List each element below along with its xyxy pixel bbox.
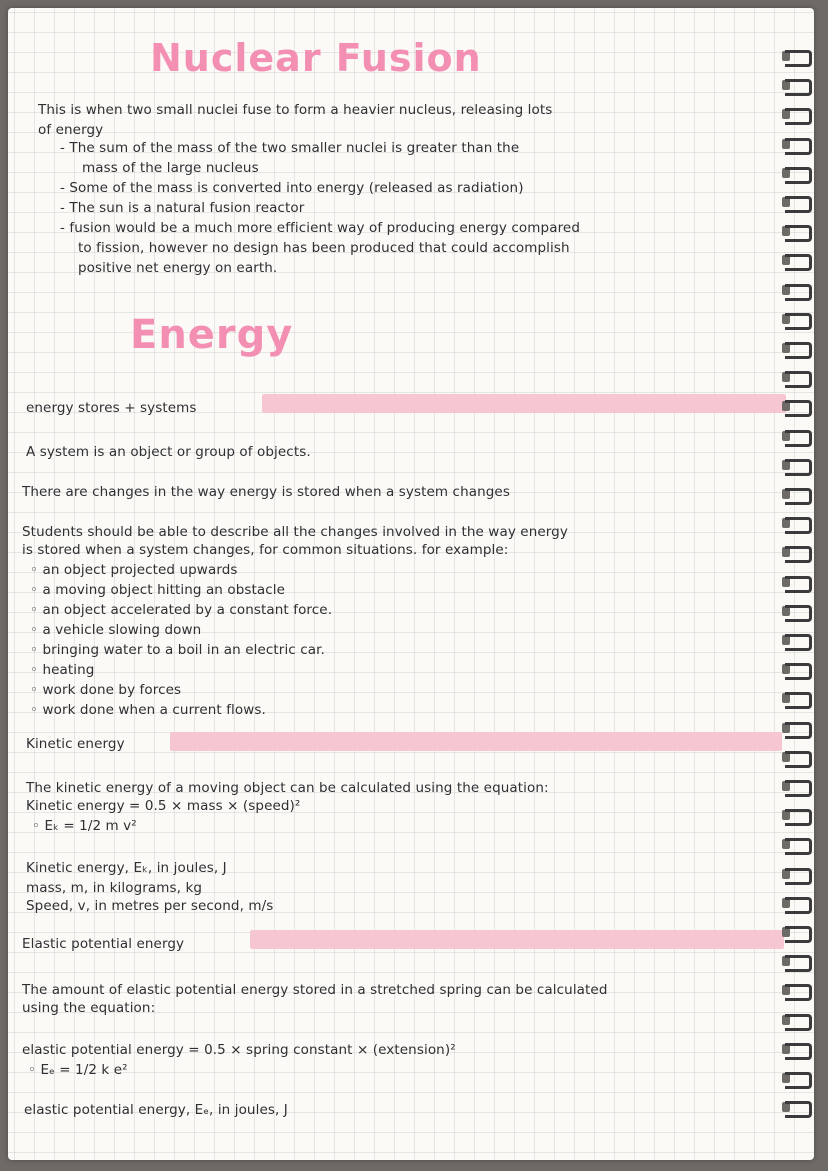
spiral-ring — [782, 1041, 812, 1057]
fusion-intro-line-2: of energy — [38, 122, 104, 138]
fusion-point-4: - fusion would be a much more efficient way of producing energy compared — [60, 220, 581, 236]
students-line-1: Students should be able to describe all the changes involved in the way energy — [22, 524, 568, 540]
students-line-2: is stored when a system changes, for common situations. for example: — [22, 542, 509, 558]
example-6: ◦ heating — [30, 662, 95, 678]
fusion-point-2: - Some of the mass is converted into energy (released as radiation) — [60, 180, 524, 196]
notebook-page — [8, 8, 814, 1160]
spiral-ring — [782, 1099, 812, 1115]
spiral-ring — [782, 807, 812, 823]
fusion-intro-line-1: This is when two small nuclei fuse to form a heavier nucleus, releasing lots — [38, 102, 553, 118]
elastic-line-1: The amount of elastic potential energy stored in a stretched spring can be calculated — [22, 982, 608, 998]
spiral-ring — [782, 661, 812, 677]
elastic-heading: Elastic potential energy — [22, 936, 185, 952]
spiral-ring — [782, 720, 812, 736]
spiral-ring — [782, 866, 812, 882]
kinetic-units-1: Kinetic energy, Eₖ, in joules, J — [26, 860, 227, 876]
spiral-ring — [782, 632, 812, 648]
example-4: ◦ a vehicle slowing down — [30, 622, 202, 638]
spiral-ring — [782, 486, 812, 502]
spiral-ring — [782, 953, 812, 969]
example-5: ◦ bringing water to a boil in an electric car. — [30, 642, 325, 658]
elastic-units-1: elastic potential energy, Eₑ, in joules, J — [24, 1102, 288, 1118]
elastic-line-2: using the equation: — [22, 1000, 156, 1016]
elastic-highlight — [250, 930, 784, 949]
example-3: ◦ an object accelerated by a constant force. — [30, 602, 333, 618]
fusion-point-3: - The sun is a natural fusion reactor — [60, 200, 305, 216]
example-8: ◦ work done when a current flows. — [30, 702, 266, 718]
spiral-ring — [782, 398, 812, 414]
example-7: ◦ work done by forces — [30, 682, 182, 698]
stores-highlight — [262, 394, 786, 413]
kinetic-line-2: Kinetic energy = 0.5 × mass × (speed)² — [26, 798, 301, 814]
kinetic-units-3: Speed, v, in metres per second, m/s — [26, 898, 274, 914]
spiral-ring — [782, 1070, 812, 1086]
fusion-point-4-cont-2: positive net energy on earth. — [78, 260, 278, 276]
changes-line: There are changes in the way energy is stored when a system changes — [22, 484, 510, 500]
elastic-equation-2: ◦ Eₑ = 1/2 k e² — [28, 1062, 128, 1078]
spiral-ring — [782, 282, 812, 298]
elastic-equation-1: elastic potential energy = 0.5 × spring constant × (extension)² — [22, 1042, 456, 1058]
spiral-ring — [782, 194, 812, 210]
kinetic-line-1: The kinetic energy of a moving object can be calculated using the equation: — [26, 780, 549, 796]
spiral-ring — [782, 895, 812, 911]
kinetic-highlight — [170, 732, 782, 751]
spiral-ring — [782, 311, 812, 327]
spiral-ring — [782, 1012, 812, 1028]
example-2: ◦ a moving object hitting an obstacle — [30, 582, 286, 598]
energy-title: Energy — [130, 312, 294, 358]
fusion-point-4-cont-1: to fission, however no design has been produced that could accomplish — [78, 240, 570, 256]
spiral-ring — [782, 369, 812, 385]
fusion-title: Nuclear Fusion — [150, 36, 482, 80]
spiral-ring — [782, 340, 812, 356]
spiral-ring — [782, 252, 812, 268]
spiral-ring — [782, 106, 812, 122]
spiral-ring — [782, 749, 812, 765]
spiral-ring — [782, 982, 812, 998]
spiral-ring — [782, 574, 812, 590]
system-definition: A system is an object or group of objects. — [26, 444, 311, 460]
kinetic-line-3: ◦ Eₖ = 1/2 m v² — [32, 818, 137, 834]
spiral-ring — [782, 457, 812, 473]
spiral-ring — [782, 77, 812, 93]
fusion-point-1-cont: mass of the large nucleus — [82, 160, 259, 176]
spiral-ring — [782, 223, 812, 239]
spiral-ring — [782, 690, 812, 706]
spiral-ring — [782, 603, 812, 619]
kinetic-heading: Kinetic energy — [26, 736, 125, 752]
example-1: ◦ an object projected upwards — [30, 562, 238, 578]
spiral-ring — [782, 165, 812, 181]
spiral-ring — [782, 515, 812, 531]
spiral-ring — [782, 428, 812, 444]
stores-heading: energy stores + systems — [26, 400, 197, 416]
fusion-point-1: - The sum of the mass of the two smaller nuclei is greater than the — [60, 140, 520, 156]
spiral-ring — [782, 544, 812, 560]
spiral-binding — [780, 48, 814, 1128]
kinetic-units-2: mass, m, in kilograms, kg — [26, 880, 203, 896]
spiral-ring — [782, 778, 812, 794]
spiral-ring — [782, 924, 812, 940]
spiral-ring — [782, 48, 812, 64]
spiral-ring — [782, 136, 812, 152]
spiral-ring — [782, 836, 812, 852]
